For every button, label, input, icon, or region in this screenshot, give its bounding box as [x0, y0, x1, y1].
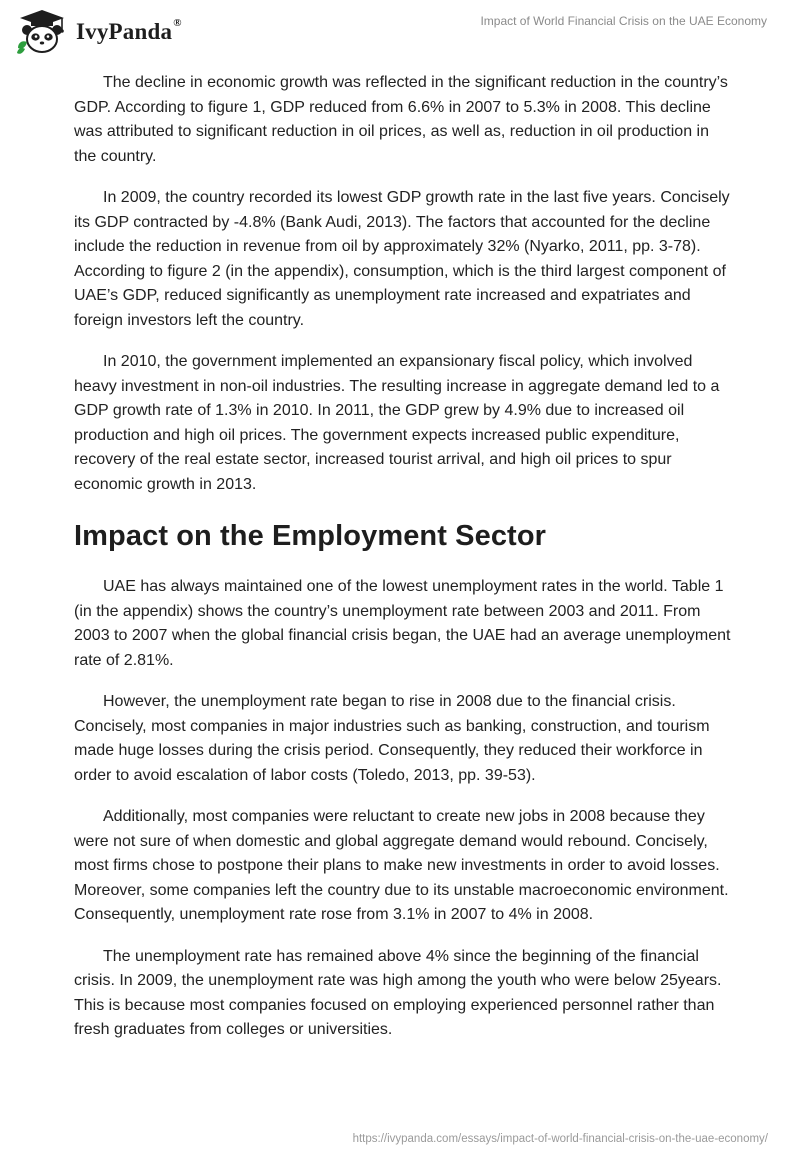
paragraph: The unemployment rate has remained above 4% since the beginning of the financial crisis. In 2009, the unemployment rate was high among the youth who were below 25years. This is because most companies focused on employing experienced personnel rather than fresh graduates from colleges or universities.: [74, 947, 722, 1038]
paragraph: In 2010, the government implemented an expansionary fiscal policy, which involved heavy investment in non-oil industries. The resulting increase in aggregate demand led to a GDP growth rate of 1.3% in 2010. In 2011, the GDP grew by 4.9% due to increased oil production and high oil prices. The government expects increased public expenditure, recovery of the real estate sector, increased tourist arrival, and high oil prices to spur economic growth in 2013.: [74, 353, 720, 493]
paragraph: Additionally, most companies were reluctant to create new jobs in 2008 because they were not sure of when domestic and global aggregate demand would rebound. Concisely, most firms chose to postpone their plans to make new investments in order to avoid losses. Moreover, some companies left the country due to its unstable macroeconomic environment. Consequently, unemployment rate rose from 3.1% in 2007 to 4% in 2008.: [74, 808, 729, 923]
panda-graduate-icon: [14, 8, 70, 56]
paragraph: UAE has always maintained one of the lowest unemployment rates in the world. Table 1 (in the appendix) shows the country’s unemployment rate between 2003 and 2011. From 2003 to 2007 when the global financial crisis began, the UAE had an average unemployment rate of 2.81%.: [74, 578, 731, 669]
paragraph: The decline in economic growth was reflected in the significant reduction in the country’s GDP. According to figure 1, GDP reduced from 6.6% in 2007 to 5.3% in 2008. This decline was attributed to significant reduction in oil prices, as well as, reduction in oil production in the country.: [74, 74, 728, 165]
section-heading: Impact on the Employment Sector: [74, 520, 547, 552]
essay-body: [74, 71, 734, 1060]
page-header: [0, 0, 800, 60]
source-url[interactable]: https://ivypanda.com/essays/impact-of-world-financial-crisis-on-the-uae-economy/: [352, 1133, 768, 1145]
ivypanda-logo[interactable]: [14, 8, 182, 56]
brand-name: IvyPanda®: [76, 17, 182, 44]
paragraph: In 2009, the country recorded its lowest GDP growth rate in the last five years. Concisely its GDP contracted by -4.8% (Bank Audi, 2013). The factors that accounted for the decline include the reduction in revenue from oil by approximately 32% (Nyarko, 2011, pp. 3-78). According to figure 2 (in the appendix), consumption, which is the third largest component of UAE’s GDP, reduced significantly as unemployment rate increased and expatriates and foreign investors left the country.: [74, 189, 730, 329]
running-title: Impact of World Financial Crisis on the UAE Economy: [480, 14, 767, 28]
paragraph: However, the unemployment rate began to rise in 2008 due to the financial crisis. Concisely, most companies in major industries such as banking, construction, and tourism made huge losses during the crisis period. Consequently, they reduced their workforce in order to avoid escalation of labor costs (Toledo, 2013, pp. 39-53).: [74, 693, 710, 784]
